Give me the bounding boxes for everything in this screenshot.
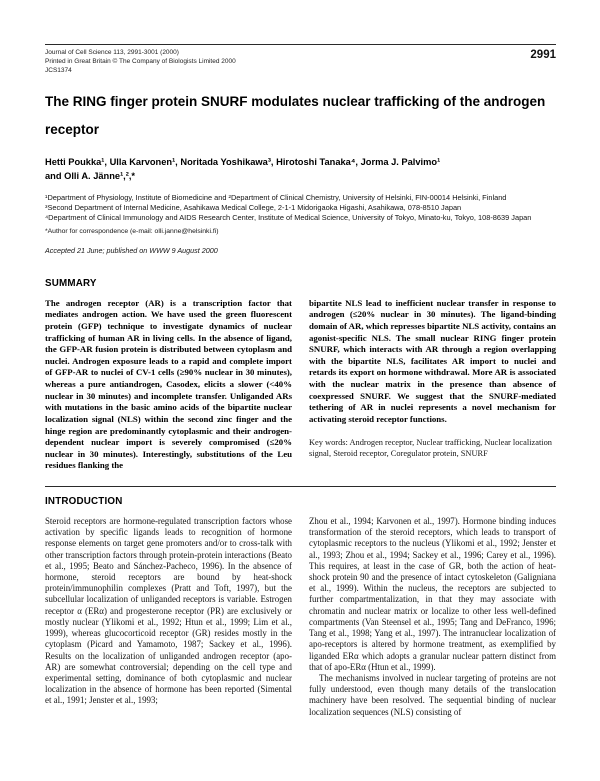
intro-paragraph-1: Steroid receptors are hormone-regulated transcription factors whose activation by specific ligands leads to recognition of hormone response elements on target gene promoters and/or to cross-talk with other transcription factors through protein-protein interactions (Beato et al., 1995; Beato and Sánchez-Pacheco, 1996). In the absence of hormone, steroid receptors are bound by heat-shock protein/immunophilin complexes (Pratt and Toft, 1997), but the subcellular localization of unliganded receptors is variable. Estrogen receptor α (ERα) and progesterone receptor (PR) are exclusively or mostly nuclear (Ylikomi et al., 1992; Htun et al., 1999; Lim et al., 1999), whereas glucocorticoid receptor (GR) resides mostly in the cytoplasm (Picard and Yamamoto, 1987; Sackey et al., 1996). Results on the localization of unliganded androgen receptor (apo-AR) are somewhat controversial; depending on the cell type and experimental setting, dominance of both cytoplasmic and nuclear localization in the absence of hormone has been reported (Simental et al., 1991; Jenster et al., 1993; xyxy=(45,515,292,706)
affiliations xyxy=(45,193,556,224)
author-list xyxy=(45,155,556,184)
affiliation-line-2: ³Second Department of Internal Medicine, Asahikawa Medical College, 2-1-1 Midorigaoka Higashi, Asahikawa, 078-8510 Japan xyxy=(45,202,462,212)
intro-paragraph-2: Zhou et al., 1994; Karvonen et al., 1997). Hormone binding induces transformation of the steroid receptors, which leads to transport of cytoplasmic receptors to the nucleus (Ylikomi et al., 1992; Jenster et al., 1993; Zhou et al., 1994; Sackey et al., 1996; Carey et al., 1996). This requires, at least in the case of GR, both the action of heat-shock protein 90 and the presence of intact cytoskeleton (Galigniana et al., 1999). Within the nucleus, the receptors are subjected to further compartmentalization, in that they may associate with chromatin and nuclear matrix or localize to other less well-defined compartments (Van Steensel et al., 1995; Tang and DeFranco, 1996; Tang et al., 1998; Yang et al., 1997). The intranuclear localization of apo-receptors is altered by hormone treatment, as exemplified by liganded ERα which adopts a granular nuclear pattern distinct from that of apo-ERα (Htun et al., 1999). xyxy=(309,515,556,672)
authors-line-2: and Olli A. Jänne¹,²,* xyxy=(45,171,136,182)
journal-citation: Journal of Cell Science 113, 2991-3001 (2000) xyxy=(45,49,179,56)
introduction-column-right xyxy=(309,516,556,718)
affiliation-line-1: ¹Department of Physiology, Institute of Biomedicine and ²Department of Clinical Chemistry, University of Helsinki, FIN-00014 Helsinki, Finland xyxy=(45,192,507,202)
correspondence-note: *Author for correspondence (e-mail: olli.janne@helsinki.fi) xyxy=(45,228,219,236)
introduction-column-left xyxy=(45,516,292,718)
affiliation-line-3: ⁴Department of Clinical Immunology and AIDS Research Center, Institute of Medical Science, University of Tokyo, Minato-ku, Tokyo, 108-8639 Japan xyxy=(45,213,532,223)
introduction-columns xyxy=(45,516,556,718)
summary-columns xyxy=(45,298,556,472)
journal-code: JCS1374 xyxy=(45,66,72,74)
summary-paragraph-left: The androgen receptor (AR) is a transcription factor that mediates androgen action. We have used the green fluorescent protein (GFP) technique to investigate dynamics of nuclear trafficking of human AR in living cells. In the absence of ligand, the GFP-AR fusion protein is distributed between cytoplasm and nuclei. Androgen exposure leads to a rapid and complete import of GFP-AR to nuclei of CV-1 cells (≥90% nuclear in 30 minutes), whereas a pure antiandrogen, Casodex, elicits a slower (<40% nuclear in 30 minutes) and incomplete transfer. Unliganded ARs with mutations in the basic amino acids of the bipartite nuclear localization signal (NLS) within the second zinc finger and the hinge region are predominantly cytoplasmic and their androgen-dependent nuclear import is severely compromised (≤20% nuclear in 30 minutes). Interestingly, substitutions of the Leu residues flanking the xyxy=(45,297,292,471)
keywords: Key words: Androgen receptor, Nuclear trafficking, Nuclear localization signal, Steroid receptor, Coregulator protein, SNURF xyxy=(309,437,552,458)
article-title: The RING finger protein SNURF modulates nuclear trafficking of the androgen receptor xyxy=(45,94,546,137)
top-rule xyxy=(45,44,556,45)
summary-section xyxy=(45,278,556,472)
page-number: 2991 xyxy=(530,49,556,61)
acceptance-note: Accepted 21 June; published on WWW 9 August 2000 xyxy=(45,245,218,255)
intro-paragraph-3: The mechanisms involved in nuclear targeting of proteins are not fully understood, even though many details of the translocation machinery have been resolved. The sequential binding of nuclear localization sequences (NLS) consisting of xyxy=(309,673,556,717)
summary-column-right xyxy=(309,298,556,472)
authors-line-1: Hetti Poukka¹, Ulla Karvonen¹, Noritada Yoshikawa³, Hirotoshi Tanaka⁴, Jorma J. Palvimo¹ xyxy=(45,156,441,167)
journal-printer-line: Printed in Great Britain © The Company of Biologists Limited 2000 xyxy=(45,57,236,65)
introduction-section xyxy=(45,496,556,718)
summary-heading: SUMMARY xyxy=(45,277,97,289)
summary-column-left xyxy=(45,298,292,472)
journal-header xyxy=(45,49,556,75)
introduction-heading: INTRODUCTION xyxy=(45,495,123,507)
journal-info-block xyxy=(45,49,236,75)
section-divider xyxy=(45,486,556,487)
summary-paragraph-right: bipartite NLS lead to inefficient nuclear transfer in response to androgen (≤20% nuclear in 30 minutes). The ligand-binding domain of AR, which represses bipartite NLS activity, contains an agonist-specific NLS. The small nuclear RING finger protein SNURF, which interacts with AR through a region overlapping with the bipartite NLS, facilitates AR import to nuclei and retards its export on hormone withdrawal. More AR is associated with the nuclear matrix in the presence than absence of coexpressed SNURF. We suggest that the SNURF-mediated tethering of AR in nuclei represents a novel mechanism for activating steroid receptor functions. xyxy=(309,297,556,424)
